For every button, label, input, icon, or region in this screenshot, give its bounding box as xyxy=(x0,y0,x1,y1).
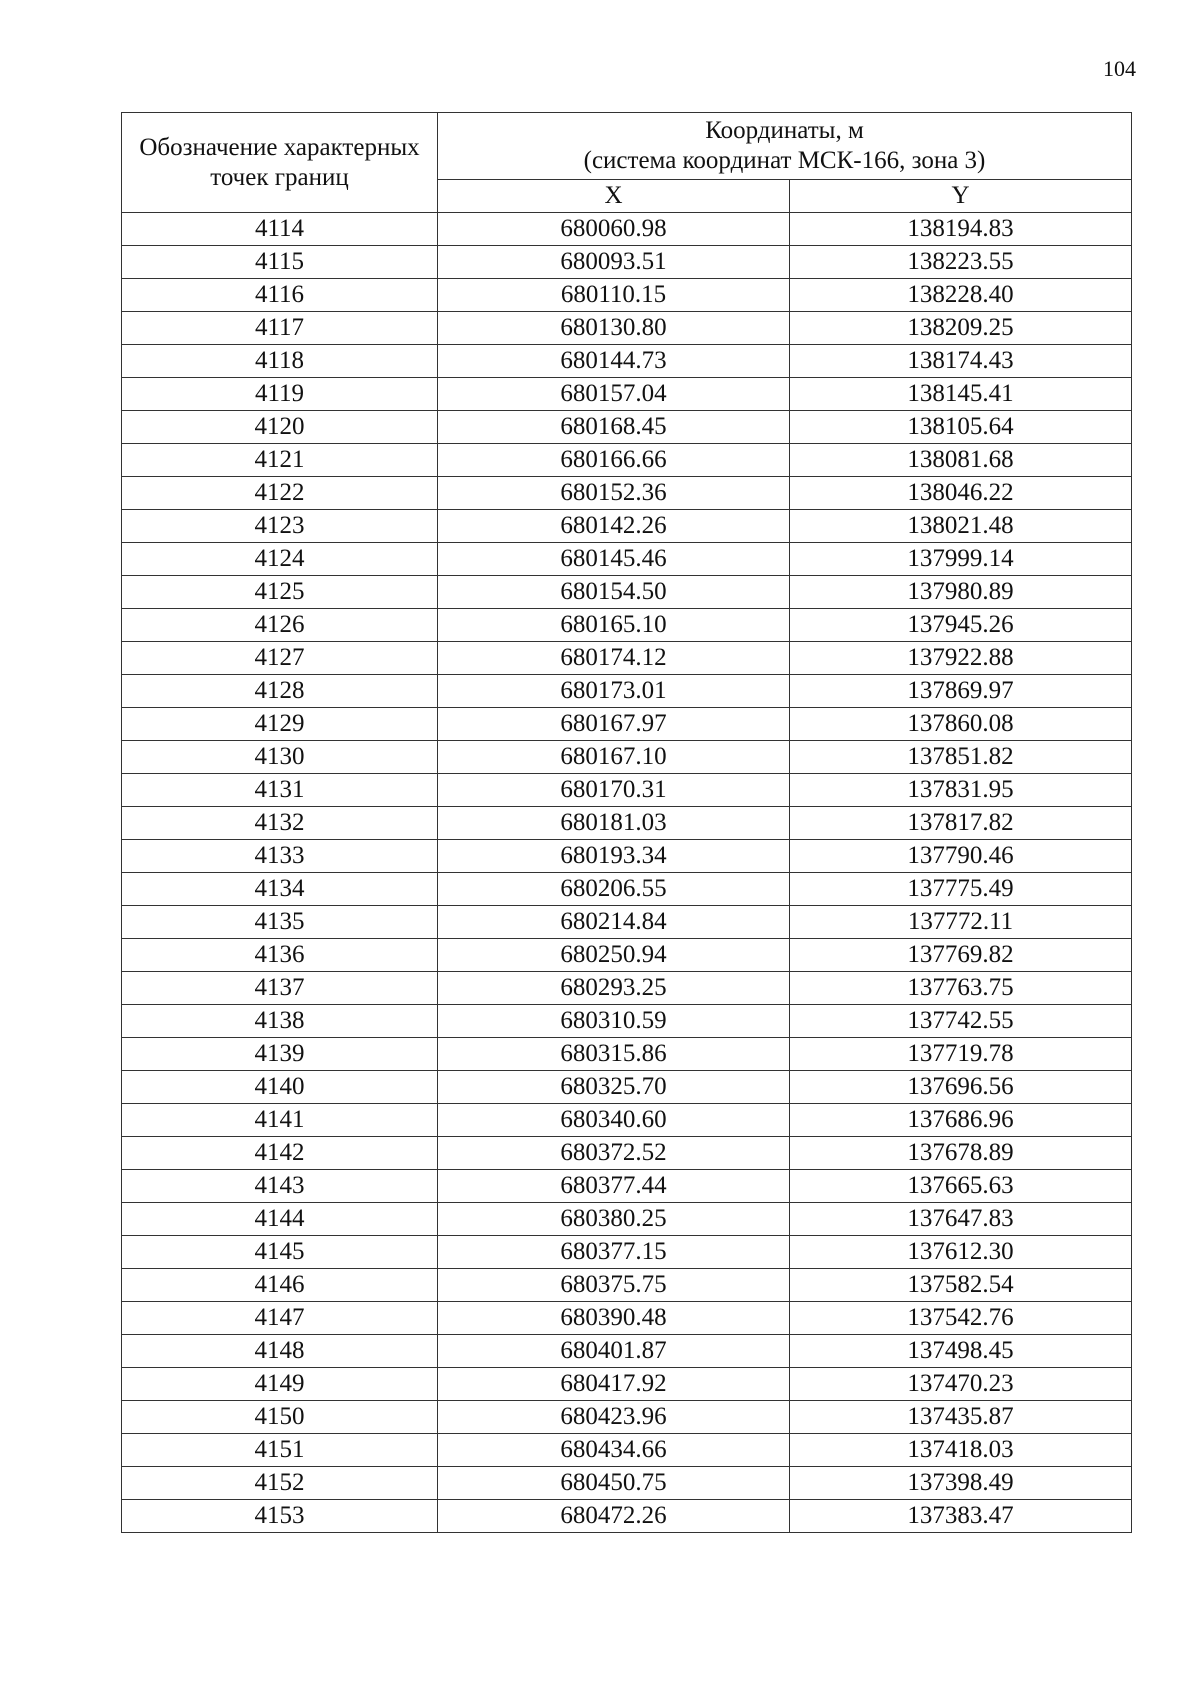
table-row xyxy=(122,1071,1132,1104)
point-id-cell: 4124 xyxy=(122,543,438,576)
x-coordinate-cell: 680144.73 xyxy=(438,345,790,378)
table-row xyxy=(122,1203,1132,1236)
y-coordinate-cell: 137678.89 xyxy=(790,1137,1132,1170)
point-id-cell: 4145 xyxy=(122,1236,438,1269)
x-coordinate-cell: 680181.03 xyxy=(438,807,790,840)
table-row xyxy=(122,444,1132,477)
point-id-cell: 4121 xyxy=(122,444,438,477)
x-coordinate-cell: 680434.66 xyxy=(438,1434,790,1467)
point-id-cell: 4122 xyxy=(122,477,438,510)
x-coordinate-cell: 680168.45 xyxy=(438,411,790,444)
x-coordinate-cell: 680372.52 xyxy=(438,1137,790,1170)
point-id-cell: 4129 xyxy=(122,708,438,741)
x-coordinate-cell: 680310.59 xyxy=(438,1005,790,1038)
x-coordinate-cell: 680110.15 xyxy=(438,279,790,312)
y-coordinate-cell: 137817.82 xyxy=(790,807,1132,840)
table-row xyxy=(122,609,1132,642)
y-coordinate-cell: 137498.45 xyxy=(790,1335,1132,1368)
y-coordinate-cell: 137435.87 xyxy=(790,1401,1132,1434)
x-coordinate-cell: 680423.96 xyxy=(438,1401,790,1434)
point-id-cell: 4138 xyxy=(122,1005,438,1038)
header-point-designation: Обозначение характерных точек границ xyxy=(122,113,438,213)
y-coordinate-cell: 137647.83 xyxy=(790,1203,1132,1236)
table-header xyxy=(122,113,1132,213)
y-coordinate-cell: 137696.56 xyxy=(790,1071,1132,1104)
table-row xyxy=(122,1170,1132,1203)
table-row xyxy=(122,1302,1132,1335)
y-coordinate-cell: 137999.14 xyxy=(790,543,1132,576)
point-id-cell: 4127 xyxy=(122,642,438,675)
x-coordinate-cell: 680130.80 xyxy=(438,312,790,345)
table-row xyxy=(122,1038,1132,1071)
y-coordinate-cell: 138105.64 xyxy=(790,411,1132,444)
y-coordinate-cell: 137980.89 xyxy=(790,576,1132,609)
x-coordinate-cell: 680157.04 xyxy=(438,378,790,411)
table-row xyxy=(122,1335,1132,1368)
x-coordinate-cell: 680377.15 xyxy=(438,1236,790,1269)
x-coordinate-cell: 680450.75 xyxy=(438,1467,790,1500)
y-coordinate-cell: 137851.82 xyxy=(790,741,1132,774)
y-coordinate-cell: 138145.41 xyxy=(790,378,1132,411)
y-coordinate-cell: 138046.22 xyxy=(790,477,1132,510)
table-row xyxy=(122,576,1132,609)
table-row xyxy=(122,279,1132,312)
point-id-cell: 4128 xyxy=(122,675,438,708)
page-number: 104 xyxy=(1103,56,1136,81)
y-coordinate-cell: 137398.49 xyxy=(790,1467,1132,1500)
table-row xyxy=(122,1467,1132,1500)
point-id-cell: 4146 xyxy=(122,1269,438,1302)
x-coordinate-cell: 680170.31 xyxy=(438,774,790,807)
table-row xyxy=(122,642,1132,675)
header-coordinates xyxy=(438,113,1132,180)
point-id-cell: 4147 xyxy=(122,1302,438,1335)
point-id-cell: 4139 xyxy=(122,1038,438,1071)
x-coordinate-cell: 680093.51 xyxy=(438,246,790,279)
y-coordinate-cell: 137383.47 xyxy=(790,1500,1132,1533)
x-coordinate-cell: 680174.12 xyxy=(438,642,790,675)
table-row xyxy=(122,1137,1132,1170)
table-row xyxy=(122,741,1132,774)
y-coordinate-cell: 137719.78 xyxy=(790,1038,1132,1071)
point-id-cell: 4134 xyxy=(122,873,438,906)
y-coordinate-cell: 137922.88 xyxy=(790,642,1132,675)
point-id-cell: 4144 xyxy=(122,1203,438,1236)
y-coordinate-cell: 137869.97 xyxy=(790,675,1132,708)
point-id-cell: 4149 xyxy=(122,1368,438,1401)
y-coordinate-cell: 138228.40 xyxy=(790,279,1132,312)
y-coordinate-cell: 138194.83 xyxy=(790,213,1132,246)
y-coordinate-cell: 138174.43 xyxy=(790,345,1132,378)
y-coordinate-cell: 138081.68 xyxy=(790,444,1132,477)
header-x: X xyxy=(438,180,790,213)
x-coordinate-cell: 680250.94 xyxy=(438,939,790,972)
y-coordinate-cell: 137542.76 xyxy=(790,1302,1132,1335)
point-id-cell: 4151 xyxy=(122,1434,438,1467)
point-id-cell: 4141 xyxy=(122,1104,438,1137)
point-id-cell: 4153 xyxy=(122,1500,438,1533)
point-id-cell: 4115 xyxy=(122,246,438,279)
y-coordinate-cell: 137470.23 xyxy=(790,1368,1132,1401)
table-row xyxy=(122,510,1132,543)
x-coordinate-cell: 680173.01 xyxy=(438,675,790,708)
y-coordinate-cell: 137665.63 xyxy=(790,1170,1132,1203)
y-coordinate-cell: 137860.08 xyxy=(790,708,1132,741)
table-row xyxy=(122,1269,1132,1302)
table-row xyxy=(122,1500,1132,1533)
header-coordinate-system: (система координат МСК-166, зона 3) xyxy=(583,147,986,174)
x-coordinate-cell: 680165.10 xyxy=(438,609,790,642)
point-id-cell: 4135 xyxy=(122,906,438,939)
point-id-cell: 4116 xyxy=(122,279,438,312)
y-coordinate-cell: 137772.11 xyxy=(790,906,1132,939)
table-row xyxy=(122,345,1132,378)
x-coordinate-cell: 680214.84 xyxy=(438,906,790,939)
y-coordinate-cell: 138223.55 xyxy=(790,246,1132,279)
x-coordinate-cell: 680060.98 xyxy=(438,213,790,246)
point-id-cell: 4133 xyxy=(122,840,438,873)
point-id-cell: 4118 xyxy=(122,345,438,378)
y-coordinate-cell: 138209.25 xyxy=(790,312,1132,345)
y-coordinate-cell: 137775.49 xyxy=(790,873,1132,906)
table-row xyxy=(122,543,1132,576)
y-coordinate-cell: 137945.26 xyxy=(790,609,1132,642)
point-id-cell: 4117 xyxy=(122,312,438,345)
y-coordinate-cell: 137582.54 xyxy=(790,1269,1132,1302)
point-id-cell: 4114 xyxy=(122,213,438,246)
table-row xyxy=(122,807,1132,840)
y-coordinate-cell: 138021.48 xyxy=(790,510,1132,543)
table-row xyxy=(122,840,1132,873)
table-row xyxy=(122,411,1132,444)
coordinates-table xyxy=(121,112,1132,1533)
table-row xyxy=(122,1005,1132,1038)
table-row xyxy=(122,1401,1132,1434)
table-row xyxy=(122,1236,1132,1269)
table-row xyxy=(122,1104,1132,1137)
point-id-cell: 4126 xyxy=(122,609,438,642)
table-row xyxy=(122,972,1132,1005)
x-coordinate-cell: 680152.36 xyxy=(438,477,790,510)
x-coordinate-cell: 680375.75 xyxy=(438,1269,790,1302)
y-coordinate-cell: 137418.03 xyxy=(790,1434,1132,1467)
header-y: Y xyxy=(790,180,1132,213)
x-coordinate-cell: 680380.25 xyxy=(438,1203,790,1236)
table-row xyxy=(122,1368,1132,1401)
y-coordinate-cell: 137742.55 xyxy=(790,1005,1132,1038)
y-coordinate-cell: 137831.95 xyxy=(790,774,1132,807)
point-id-cell: 4130 xyxy=(122,741,438,774)
x-coordinate-cell: 680166.66 xyxy=(438,444,790,477)
x-coordinate-cell: 680206.55 xyxy=(438,873,790,906)
table-row xyxy=(122,378,1132,411)
x-coordinate-cell: 680142.26 xyxy=(438,510,790,543)
point-id-cell: 4125 xyxy=(122,576,438,609)
point-id-cell: 4148 xyxy=(122,1335,438,1368)
x-coordinate-cell: 680401.87 xyxy=(438,1335,790,1368)
table-row xyxy=(122,939,1132,972)
x-coordinate-cell: 680390.48 xyxy=(438,1302,790,1335)
point-id-cell: 4131 xyxy=(122,774,438,807)
point-id-cell: 4143 xyxy=(122,1170,438,1203)
x-coordinate-cell: 680167.97 xyxy=(438,708,790,741)
x-coordinate-cell: 680472.26 xyxy=(438,1500,790,1533)
table-row xyxy=(122,213,1132,246)
header-coordinates-title: Координаты, м xyxy=(705,117,864,144)
table-row xyxy=(122,708,1132,741)
table-row xyxy=(122,246,1132,279)
point-id-cell: 4152 xyxy=(122,1467,438,1500)
x-coordinate-cell: 680293.25 xyxy=(438,972,790,1005)
x-coordinate-cell: 680377.44 xyxy=(438,1170,790,1203)
table-row xyxy=(122,1434,1132,1467)
table-row xyxy=(122,675,1132,708)
table-row xyxy=(122,774,1132,807)
point-id-cell: 4136 xyxy=(122,939,438,972)
x-coordinate-cell: 680325.70 xyxy=(438,1071,790,1104)
y-coordinate-cell: 137790.46 xyxy=(790,840,1132,873)
table-row xyxy=(122,906,1132,939)
point-id-cell: 4119 xyxy=(122,378,438,411)
x-coordinate-cell: 680167.10 xyxy=(438,741,790,774)
y-coordinate-cell: 137686.96 xyxy=(790,1104,1132,1137)
point-id-cell: 4142 xyxy=(122,1137,438,1170)
point-id-cell: 4123 xyxy=(122,510,438,543)
point-id-cell: 4137 xyxy=(122,972,438,1005)
y-coordinate-cell: 137612.30 xyxy=(790,1236,1132,1269)
y-coordinate-cell: 137769.82 xyxy=(790,939,1132,972)
y-coordinate-cell: 137763.75 xyxy=(790,972,1132,1005)
point-id-cell: 4120 xyxy=(122,411,438,444)
table-row xyxy=(122,477,1132,510)
x-coordinate-cell: 680154.50 xyxy=(438,576,790,609)
point-id-cell: 4150 xyxy=(122,1401,438,1434)
x-coordinate-cell: 680340.60 xyxy=(438,1104,790,1137)
point-id-cell: 4132 xyxy=(122,807,438,840)
x-coordinate-cell: 680145.46 xyxy=(438,543,790,576)
x-coordinate-cell: 680417.92 xyxy=(438,1368,790,1401)
x-coordinate-cell: 680315.86 xyxy=(438,1038,790,1071)
point-id-cell: 4140 xyxy=(122,1071,438,1104)
table-row xyxy=(122,873,1132,906)
table-row xyxy=(122,312,1132,345)
x-coordinate-cell: 680193.34 xyxy=(438,840,790,873)
table-body xyxy=(122,213,1132,1533)
